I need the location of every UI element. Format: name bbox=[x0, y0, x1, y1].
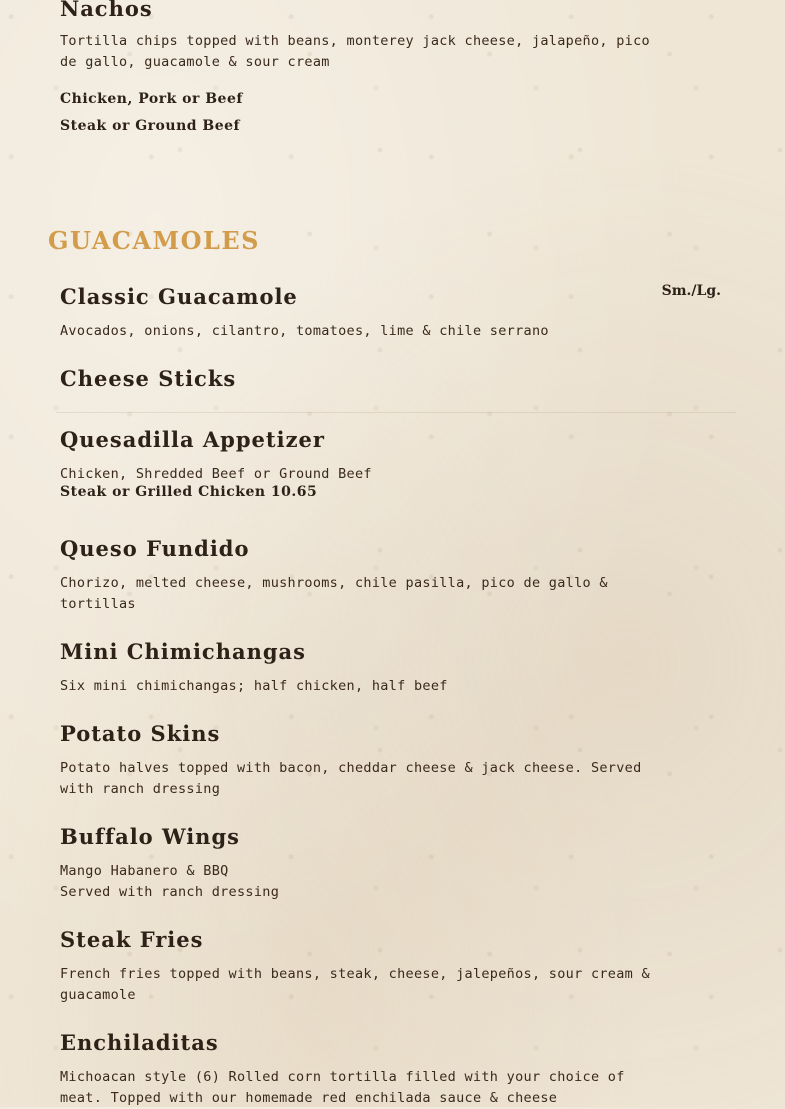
section-title-guacamoles: GUACAMOLES bbox=[48, 226, 261, 255]
item-option-nachos-1: Chicken, Pork or Beef bbox=[60, 91, 243, 107]
item-description-buffalo-wings-2: Served with ranch dressing bbox=[60, 884, 280, 900]
item-option-quesadilla-2: Steak or Grilled Chicken 10.65 bbox=[60, 484, 318, 500]
item-description-nachos: Tortilla chips topped with beans, monterey jack cheese, jalapeño, pico de gallo, guacamole & sour cream bbox=[60, 33, 650, 70]
item-description-classic-guacamole: Avocados, onions, cilantro, tomatoes, lime & chile serrano bbox=[60, 323, 549, 339]
divider bbox=[56, 412, 736, 413]
item-description-buffalo-wings-1: Mango Habanero & BBQ bbox=[60, 863, 229, 879]
item-name-classic-guacamole: Classic Guacamole bbox=[60, 284, 298, 309]
item-name-steak-fries: Steak Fries bbox=[60, 927, 204, 952]
item-name-mini-chimichangas: Mini Chimichangas bbox=[60, 639, 306, 664]
item-name-nachos: Nachos bbox=[60, 0, 153, 21]
item-name-enchiladitas: Enchiladitas bbox=[60, 1030, 219, 1055]
item-name-buffalo-wings: Buffalo Wings bbox=[60, 824, 240, 849]
item-name-cheese-sticks: Cheese Sticks bbox=[60, 366, 237, 391]
item-option-quesadilla-1: Chicken, Shredded Beef or Ground Beef bbox=[60, 466, 372, 482]
item-description-mini-chimichangas: Six mini chimichangas; half chicken, half beef bbox=[60, 678, 448, 694]
item-description-enchiladitas: Michoacan style (6) Rolled corn tortilla filled with your choice of meat. Topped with our homemade red enchilada sauce & cheese bbox=[60, 1069, 625, 1106]
item-description-potato-skins: Potato halves topped with bacon, cheddar cheese & jack cheese. Served with ranch dressing bbox=[60, 760, 642, 797]
item-description-queso-fundido: Chorizo, melted cheese, mushrooms, chile pasilla, pico de gallo & tortillas bbox=[60, 575, 608, 612]
item-description-steak-fries: French fries topped with beans, steak, cheese, jalepeños, sour cream & guacamole bbox=[60, 966, 650, 1003]
item-name-quesadilla-appetizer: Quesadilla Appetizer bbox=[60, 427, 325, 452]
item-name-queso-fundido: Queso Fundido bbox=[60, 536, 250, 561]
item-name-potato-skins: Potato Skins bbox=[60, 721, 221, 746]
size-note: Sm./Lg. bbox=[661, 283, 721, 299]
item-option-nachos-2: Steak or Ground Beef bbox=[60, 118, 241, 134]
